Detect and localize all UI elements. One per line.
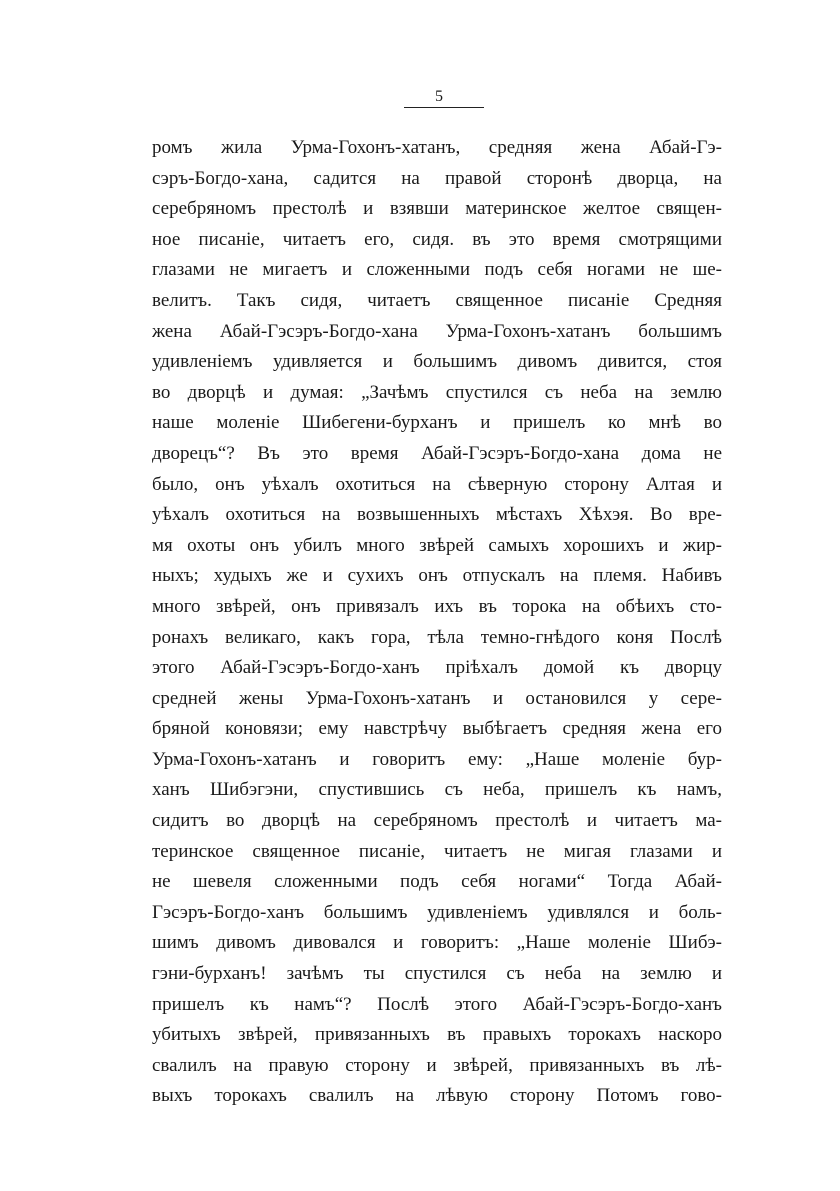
text-line: ное писаніе, читаетъ его, сидя. въ это время смотрящими — [152, 228, 722, 250]
text-line: ханъ Шибэгэни, спустившись съ неба, пришелъ къ намъ, — [152, 779, 722, 801]
text-line: ныхъ; худыхъ же и сухихъ онъ отпускалъ на племя. Набивъ — [152, 565, 722, 587]
text-line: ронахъ великаго, какъ гора, тѣла темно-гнѣдого коня Послѣ — [152, 626, 722, 648]
text-line: много звѣрей, онъ привязалъ ихъ въ торока на обѣихъ сто- — [152, 595, 722, 617]
header-rule — [404, 107, 484, 108]
text-line: сидитъ во дворцѣ на серебряномъ престолѣ и читаетъ ма- — [152, 810, 722, 832]
text-line: Урма-Гохонъ-хатанъ и говоритъ ему: „Наше моленіе бур- — [152, 748, 722, 770]
text-line: уѣхалъ охотиться на возвышенныхъ мѣстахъ Хѣхэя. Во вре- — [152, 504, 722, 526]
text-line: пришелъ къ намъ“? Послѣ этого Абай-Гэсэръ-Богдо-ханъ — [152, 993, 722, 1015]
text-line: наше моленіе Шибегени-бурханъ и пришелъ ко мнѣ во — [152, 412, 722, 434]
text-line: удивленіемъ удивляется и большимъ дивомъ дивится, стоя — [152, 351, 722, 373]
text-line: бряной коновязи; ему навстрѣчу выбѣгаетъ средняя жена его — [152, 718, 722, 740]
text-line: средней жены Урма-Гохонъ-хатанъ и остановился у сере- — [152, 687, 722, 709]
text-line: велитъ. Такъ сидя, читаетъ священное писаніе Средняя — [152, 289, 722, 311]
text-line: глазами не мигаетъ и сложенными подъ себя ногами не ше- — [152, 259, 722, 281]
text-line: этого Абай-Гэсэръ-Богдо-ханъ пріѣхалъ домой къ дворцу — [152, 657, 722, 679]
text-line: ромъ жила Урма-Гохонъ-хатанъ, средняя жена Абай-Гэ- — [152, 137, 722, 158]
text-line: Гэсэръ-Богдо-ханъ большимъ удивленіемъ удивлялся и боль- — [152, 901, 722, 923]
text-line: выхъ торокахъ свалилъ на лѣвую сторону Потомъ гово- — [152, 1085, 722, 1107]
page-number: 5 — [435, 88, 443, 105]
text-line: мя охоты онъ убилъ много звѣрей самыхъ хорошихъ и жир- — [152, 534, 722, 556]
text-line: серебряномъ престолѣ и взявши материнское желтое священ- — [152, 198, 722, 220]
text-line: было, онъ уѣхалъ охотиться на сѣверную сторону Алтая и — [152, 473, 722, 495]
text-line: жена Абай-Гэсэръ-Богдо-хана Урма-Гохонъ-хатанъ большимъ — [152, 320, 722, 342]
text-body — [152, 133, 722, 1112]
text-line: во дворцѣ и думая: „Зачѣмъ спустился съ неба на землю — [152, 381, 722, 403]
text-line: убитыхъ звѣрей, привязанныхъ въ правыхъ торокахъ наскоро — [152, 1024, 722, 1046]
text-line: свалилъ на правую сторону и звѣрей, привязанныхъ въ лѣ- — [152, 1054, 722, 1076]
text-line: шимъ дивомъ дивовался и говоритъ: „Наше моленіе Шибэ- — [152, 932, 722, 954]
text-line: дворецъ“? Въ это время Абай-Гэсэръ-Богдо-хана дома не — [152, 442, 722, 464]
text-line: гэни-бурханъ! зачѣмъ ты спустился съ неба на землю и — [152, 963, 722, 985]
text-line: сэръ-Богдо-хана, садится на правой сторонѣ дворца, на — [152, 167, 722, 189]
text-line: не шевеля сложенными подъ себя ногами“ Тогда Абай- — [152, 871, 722, 893]
text-line: теринское священное писаніе, читаетъ не мигая глазами и — [152, 840, 722, 862]
